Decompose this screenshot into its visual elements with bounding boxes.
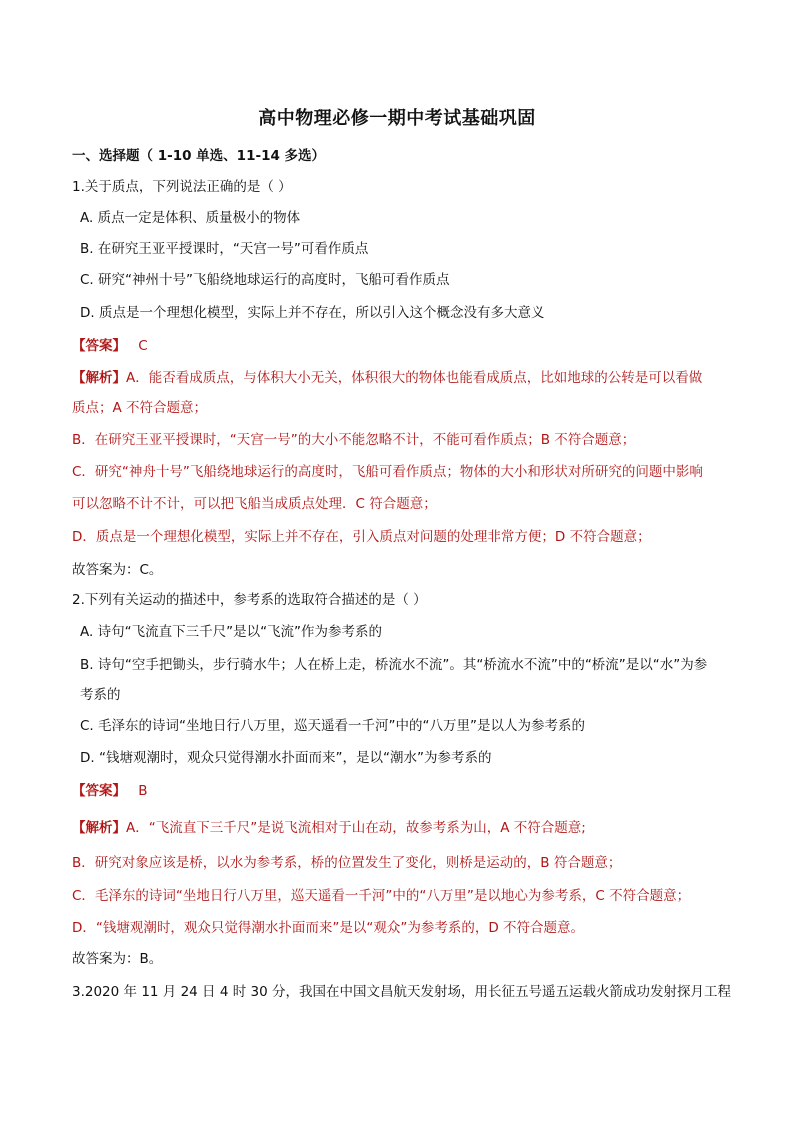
- q1-conclusion: 故答案为：C。: [72, 562, 163, 578]
- q1-analysis-line-2: 质点；A 不符合题意；: [72, 400, 208, 416]
- q1-option-a: A. 质点一定是体积、质量极小的物体: [80, 210, 301, 226]
- q1-stem: 1.关于质点，下列说法正确的是（ ）: [72, 179, 292, 195]
- q2-conclusion: 故答案为：B。: [72, 951, 163, 967]
- q1-analysis-line-4: C．研究“神舟十号”飞船绕地球运行的高度时，飞船可看作质点；物体的大小和形状对所研究的问题中影响: [72, 464, 703, 480]
- q2-option-c: C. 毛泽东的诗词“坐地日行八万里，巡天遥看一千河”中的“八万里”是以人为参考系的: [80, 718, 585, 734]
- page-title: 高中物理必修一期中考试基础巩固: [258, 108, 536, 129]
- q2-analysis-line-1: [72, 818, 586, 838]
- q2-stem: 2.下列有关运动的描述中，参考系的选取符合描述的是（ ）: [72, 592, 427, 608]
- q2-option-b: B. 诗句“空手把锄头，步行骑水牛；人在桥上走，桥流水不流”。其“桥流水不流”中的“桥流”是以“水”为参: [80, 657, 708, 673]
- q1-answer: [72, 336, 148, 356]
- answer-label: 【答案】: [72, 783, 126, 799]
- q1-option-b: B. 在研究王亚平授课时，“天宫一号”可看作质点: [80, 241, 369, 257]
- q1-analysis-line-5: 可以忽略不计不计，可以把飞船当成质点处理．C 符合题意；: [72, 496, 437, 512]
- q2-analysis-line-2: B．研究对象应该是桥，以水为参考系，桥的位置发生了变化，则桥是运动的，B 符合题意；: [72, 855, 622, 871]
- q1-analysis-line-3: B．在研究王亚平授课时，“天宫一号”的大小不能忽略不计，不能可看作质点；B 不符合题意；: [72, 432, 636, 448]
- q2-answer: [72, 781, 148, 801]
- answer-label: 【答案】: [72, 338, 126, 354]
- q2-option-b-cont: 考系的: [80, 687, 121, 703]
- analysis-label: 【解析】: [72, 820, 126, 836]
- analysis-label: 【解析】: [72, 370, 126, 386]
- q1-analysis-line-6: D．质点是一个理想化模型，实际上并不存在，引入质点对问题的处理非常方便；D 不符合题意；: [72, 529, 651, 545]
- q2-option-a: A. 诗句“飞流直下三千尺”是以“飞流”作为参考系的: [80, 624, 383, 640]
- analysis-text: A．能否看成质点，与体积大小无关，体积很大的物体也能看成质点，比如地球的公转是可以看做: [126, 370, 703, 386]
- answer-value: B: [138, 783, 148, 799]
- q2-analysis-line-4: D．“钱塘观潮时，观众只觉得潮水扑面而来”是以“观众”为参考系的，D 不符合题意。: [72, 920, 585, 936]
- q2-option-d: D. “钱塘观潮时，观众只觉得潮水扑面而来”，是以“潮水”为参考系的: [80, 750, 492, 766]
- answer-value: C: [138, 338, 148, 354]
- q1-option-d: D. 质点是一个理想化模型，实际上并不存在，所以引入这个概念没有多大意义: [80, 305, 545, 321]
- q1-option-c: C. 研究“神州十号”飞船绕地球运行的高度时，飞船可看作质点: [80, 272, 450, 288]
- analysis-text: A．“飞流直下三千尺”是说飞流相对于山在动，故参考系为山，A 不符合题意;: [126, 820, 586, 836]
- section-heading: 一、选择题（ 1-10 单选、11-14 多选）: [72, 148, 326, 164]
- q2-analysis-line-3: C．毛泽东的诗词“坐地日行八万里，巡天遥看一千河”中的“八万里”是以地心为参考系，C 不符合题意；: [72, 888, 691, 904]
- q1-analysis-line-1: [72, 368, 702, 388]
- q3-stem: 3.2020 年 11 月 24 日 4 时 30 分，我国在中国文昌航天发射场，用长征五号遥五运载火箭成功发射探月工程: [72, 984, 731, 1000]
